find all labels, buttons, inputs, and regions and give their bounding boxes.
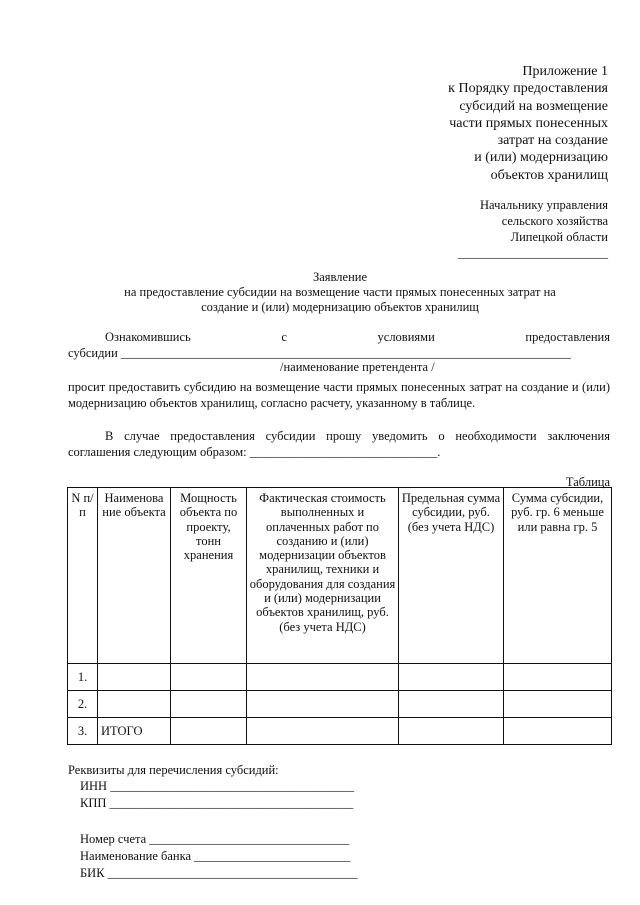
title-line: создание и (или) модернизацию объектов хранилищ — [201, 300, 479, 314]
kpp-field: КПП _______________________________________ — [80, 796, 354, 810]
appendix-line: объектов хранилищ — [490, 167, 608, 183]
col-header-max-subsidy: Предельная сумма субсидии, руб. (без учета НДС) — [399, 488, 504, 664]
addressee-line: Начальнику управления — [480, 198, 608, 212]
col-header-object-name: Наименова ние объекта — [98, 488, 171, 664]
bank-name-field: Наименование банка _________________________ — [80, 849, 351, 863]
row-cell — [399, 664, 504, 691]
addressee-block — [458, 197, 608, 261]
applicant-name-caption: /наименование претендента / — [280, 360, 435, 374]
row-object-name — [98, 664, 171, 691]
account-number-field: Номер счета ________________________________ — [80, 832, 350, 846]
appendix-line: затрат на создание — [497, 133, 608, 149]
row-cell — [171, 664, 247, 691]
col-header-capacity: Мощность объекта по проекту, тонн хранения — [171, 488, 247, 664]
row-cell — [399, 718, 504, 745]
table-header-row — [68, 488, 612, 664]
document-title — [70, 270, 610, 315]
row-cell — [171, 691, 247, 718]
intro-line-1: Ознакомившись с условиями предоставления — [105, 330, 610, 344]
row-number: 3. — [68, 718, 98, 745]
title-heading: Заявление — [312, 270, 367, 284]
row-cell — [504, 691, 612, 718]
row-total-label: ИТОГО — [98, 718, 171, 745]
col-header-number: N п/п — [68, 488, 98, 664]
appendix-line: и (или) модернизацию — [474, 150, 608, 166]
table-row-total — [68, 718, 612, 745]
row-cell — [504, 718, 612, 745]
table-row — [68, 664, 612, 691]
col-header-actual-cost: Фактическая стоимость выполненных и оплаченных работ по созданию и (или) модернизации объектов хранилищ, техники и оборудования для создания и (или) модернизации объектов хранилищ, руб. (без учета НДС) — [247, 488, 399, 664]
notice-line-1: В случае предоставления субсидии прошу уведомить о необходимости заключения — [105, 429, 610, 443]
col-header-subsidy-amount: Сумма субсидии, руб. гр. 6 меньше или равна гр. 5 — [504, 488, 612, 664]
appendix-line: субсидий на возмещение — [459, 98, 608, 114]
intro-body: просит предоставить субсидию на возмещение части прямых понесенных затрат на создание и (или) модернизацию объектов хранилищ, согласно расчету, указанному в таблице. — [68, 380, 610, 410]
appendix-block — [448, 63, 608, 184]
row-cell — [399, 691, 504, 718]
row-cell — [171, 718, 247, 745]
requisites-heading: Реквизиты для перечисления субсидий: — [68, 763, 279, 777]
title-line: на предоставление субсидии на возмещение части прямых понесенных затрат на — [124, 285, 556, 299]
row-cell — [247, 718, 399, 745]
addressee-signature-line: ________________________ — [458, 246, 608, 260]
row-cell — [247, 691, 399, 718]
appendix-line: части прямых понесенных — [449, 115, 608, 131]
addressee-line: сельского хозяйства — [501, 214, 608, 228]
addressee-line: Липецкой области — [510, 230, 608, 244]
subsidy-table — [67, 487, 612, 745]
intro-line-2: субсидии ________________________________________________________________________ — [68, 346, 571, 360]
row-cell — [504, 664, 612, 691]
row-number: 1. — [68, 664, 98, 691]
row-number: 2. — [68, 691, 98, 718]
appendix-line: Приложение 1 — [522, 64, 608, 79]
notice-line-2: соглашения следующим образом: ______________________________. — [68, 445, 441, 459]
appendix-line: к Порядку предоставления — [448, 81, 608, 97]
table-row — [68, 691, 612, 718]
requisites-block — [68, 762, 358, 882]
row-cell — [247, 664, 399, 691]
row-object-name — [98, 691, 171, 718]
table-label: Таблица — [565, 475, 610, 489]
bik-field: БИК ________________________________________ — [80, 866, 358, 880]
inn-field: ИНН _______________________________________ — [80, 779, 354, 793]
